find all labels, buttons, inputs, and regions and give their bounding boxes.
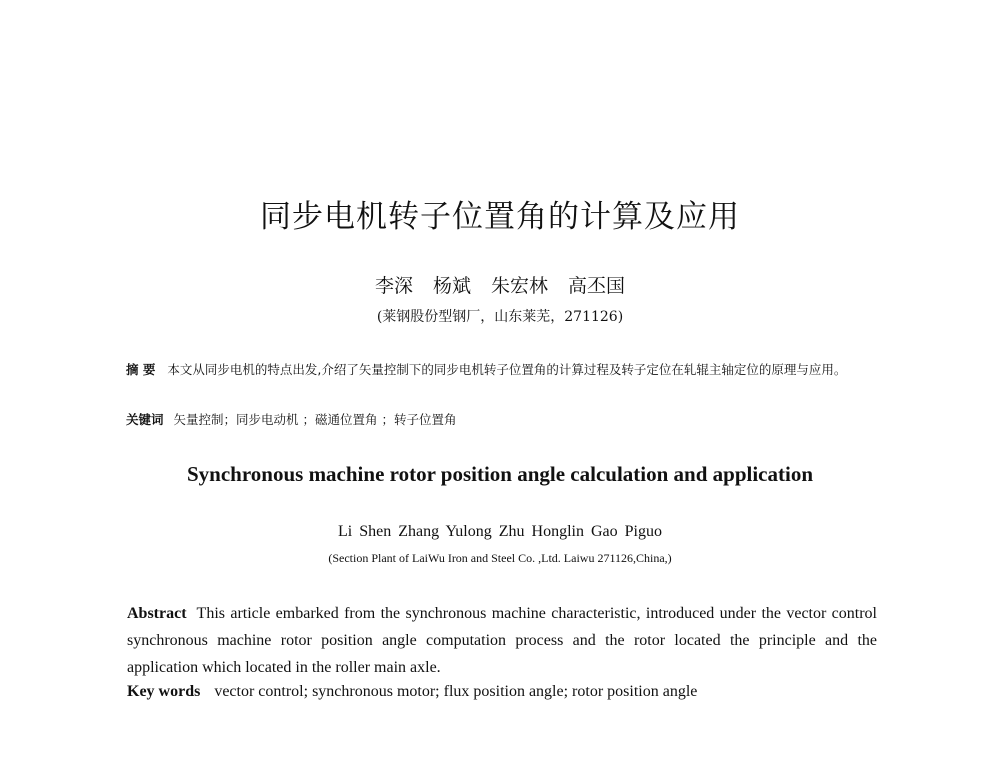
chinese-abstract — [126, 358, 878, 382]
chinese-abstract-text: 本文从同步电机的特点出发,介绍了矢量控制下的同步电机转子位置角的计算过程及转子定位在轧辊主轴定位的原理与应用。 — [167, 362, 847, 377]
english-authors: Li Shen Zhang Yulong Zhu Honglin Gao Piguo — [338, 523, 662, 540]
chinese-keywords-text: 矢量控制；同步电动机 ；磁通位置角 ；转子位置角 — [173, 412, 457, 427]
english-abstract-text: This article embarked from the synchronous machine characteristic, introduced under the vector control synchronous machine rotor position angle computation process and the rotor located the principle and the application which located in the roller main axle. — [127, 605, 877, 676]
chinese-affiliation: (莱钢股份型钢厂，山东莱芜，271126) — [376, 309, 624, 325]
english-title: Synchronous machine rotor position angle calculation and application — [186, 462, 814, 486]
english-abstract-label: Abstract — [127, 605, 187, 622]
chinese-title: 同步电机转子位置角的计算及应用 — [260, 199, 740, 235]
chinese-keywords — [126, 410, 878, 428]
english-abstract — [127, 600, 877, 681]
chinese-abstract-label: 摘 要 — [126, 362, 156, 377]
english-keywords — [127, 683, 877, 701]
english-keywords-text: vector control; synchronous motor; flux position angle; rotor position angle — [214, 683, 698, 700]
english-keywords-label: Key words — [127, 683, 201, 700]
chinese-keywords-label: 关键词 — [126, 412, 164, 427]
english-affiliation: (Section Plant of LaiWu Iron and Steel Co. ,Ltd. Laiwu 271126,China,) — [328, 551, 672, 565]
chinese-authors: 李深 杨斌 朱宏林 高丕国 — [374, 275, 626, 297]
